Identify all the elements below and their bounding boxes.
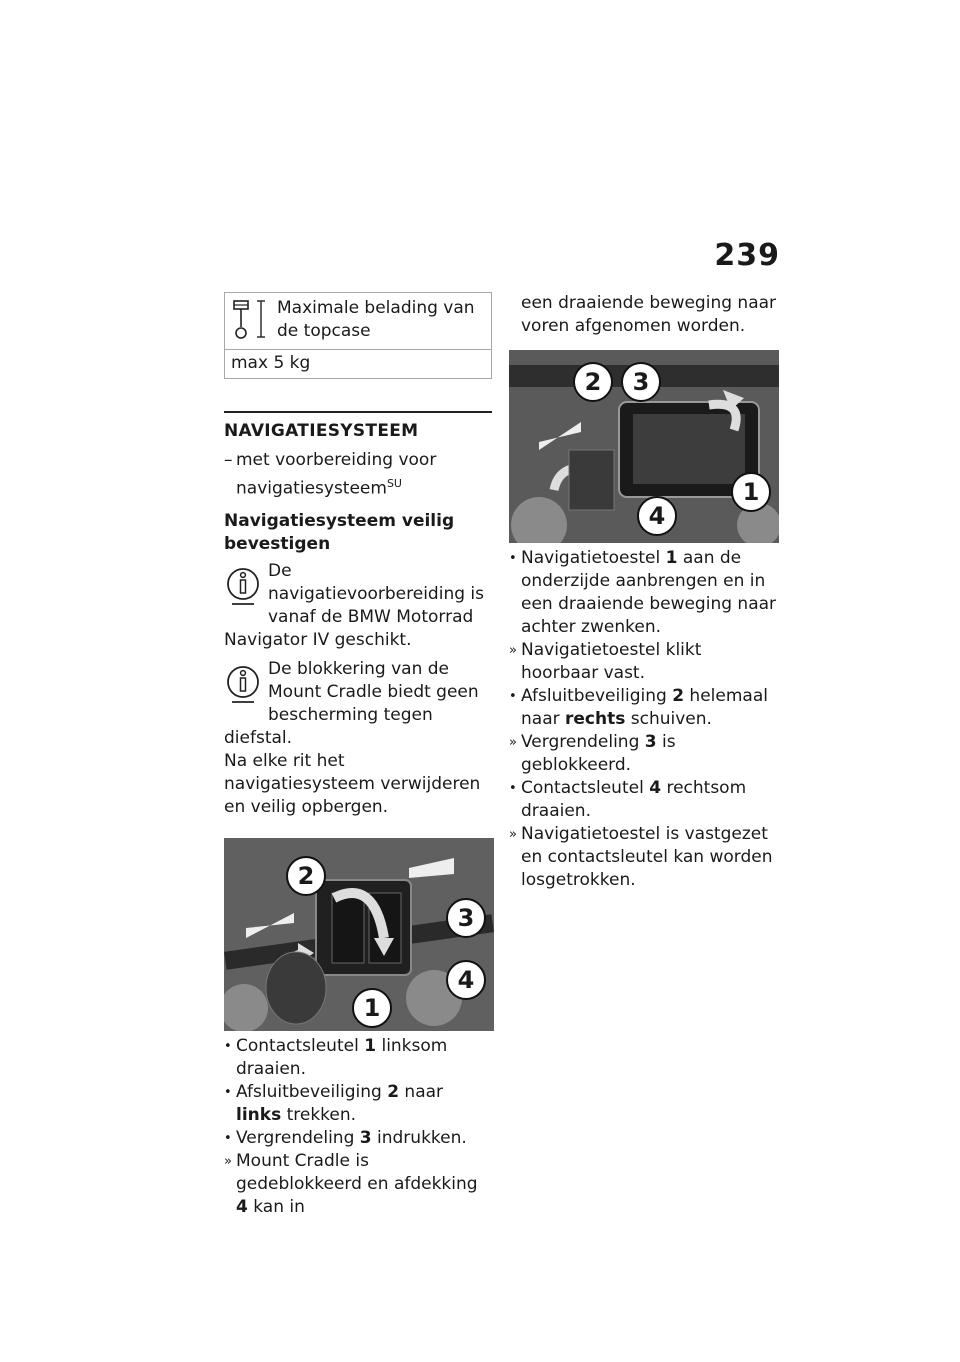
callout-2: 2 [286, 856, 326, 896]
step-num: 1 [364, 1036, 377, 1057]
result-item [509, 639, 781, 685]
load-table [224, 292, 492, 379]
result-marker: » [509, 735, 517, 750]
step-num: 2 [672, 686, 685, 706]
bullet-marker: • [224, 1085, 232, 1101]
step-item [509, 777, 781, 823]
bullet-marker: • [224, 1039, 232, 1055]
step-num: 4 [236, 1197, 248, 1218]
callout-2: 2 [573, 362, 613, 402]
step-num: 2 [387, 1082, 400, 1103]
steps-right [509, 547, 781, 892]
result-item [509, 823, 781, 892]
load-table-header [225, 293, 491, 350]
step-item [509, 547, 781, 639]
continuation-text: een draaiende beweging naar voren afgenomen worden. [521, 293, 777, 336]
weight-icon [231, 297, 271, 343]
instruction-paragraph: Na elke rit het navigatiesysteem verwijderen en veilig opbergen. [224, 751, 481, 818]
step-num: 3 [644, 732, 657, 752]
step-pre: Afsluitbeveiliging [236, 1082, 388, 1103]
step-post: aan de onderzijde aanbrengen en in een draaiende beweging naar achter zwenken. [521, 548, 777, 637]
step-pre: Vergrendeling [236, 1128, 360, 1149]
callout-1: 1 [352, 988, 392, 1028]
figure-mount-device [509, 350, 779, 543]
step-post: linksom draaien. [236, 1036, 448, 1080]
step-item [224, 1035, 492, 1081]
bullet-marker: • [509, 689, 517, 704]
step-pre: Afsluitbeveiliging [521, 686, 673, 706]
info-icon [224, 660, 262, 706]
step-pre: Contactsleutel [236, 1036, 365, 1057]
callout-3: 3 [446, 898, 486, 938]
step-pre: Navigatietoestel is vastgezet en contactsleutel kan worden losgetrokken. [521, 824, 773, 890]
callout-3: 3 [621, 362, 661, 402]
result-marker: » [509, 643, 517, 658]
note2-text: De blokkering van de Mount Cradle biedt geen bescherming tegen diefstal. [224, 659, 479, 749]
left-column [224, 292, 492, 1219]
step-pre: Contactsleutel [521, 778, 650, 798]
step-item [224, 1081, 492, 1127]
step-bold: links [236, 1105, 282, 1126]
step-num: 3 [359, 1128, 372, 1149]
result-item [509, 731, 781, 777]
step-pre: Navigatietoestel klikt hoorbaar vast. [521, 640, 702, 683]
step-pre: Navigatietoestel [521, 548, 666, 568]
step-pre: Vergrendeling [521, 732, 645, 752]
step-post: is geblokkeerd. [521, 732, 676, 775]
step-mid: naar [399, 1082, 444, 1103]
step-post: trekken. [281, 1105, 357, 1126]
bullet-marker: • [509, 551, 517, 566]
step-bold: rechts [565, 709, 626, 729]
step-item [509, 685, 781, 731]
step-post: indrukken. [371, 1128, 467, 1149]
callout-1: 1 [731, 472, 771, 512]
bullet-marker: • [509, 781, 517, 796]
figure-remove-device [224, 838, 494, 1031]
option-text: met voorbereiding voor navigatiesysteem [236, 449, 437, 499]
step-pre: Mount Cradle is gedeblokkeerd en afdekking [236, 1151, 478, 1195]
subheading: Navigatiesysteem veilig bevestigen [224, 511, 455, 555]
step-mid: helemaal naar [521, 686, 768, 729]
callout-4: 4 [446, 960, 486, 1000]
page-number: 239 [714, 238, 780, 273]
info-icon [224, 562, 262, 608]
step-post: schuiven. [625, 709, 712, 729]
option-code: SU [386, 476, 402, 490]
step-item [224, 1127, 492, 1150]
right-column [509, 292, 781, 892]
result-item [224, 1150, 492, 1219]
section-heading: NAVIGATIESYSTEEM [224, 420, 419, 441]
note1-text: De navigatievoorbereiding is vanaf de BMW Motorrad Navigator IV geschikt. [224, 561, 484, 651]
step-post: kan in [247, 1197, 305, 1218]
steps-left [224, 1035, 492, 1219]
load-table-title: Maximale belading van de topcase [277, 298, 475, 341]
step-num: 4 [649, 778, 662, 798]
load-table-value: max 5 kg [231, 353, 311, 373]
section-rule [224, 411, 492, 413]
dash-marker: – [224, 449, 233, 470]
result-marker: » [509, 827, 517, 842]
callout-4: 4 [637, 496, 677, 536]
result-marker: » [224, 1154, 232, 1170]
note-compatibility [224, 560, 492, 652]
bullet-marker: • [224, 1131, 232, 1147]
option-item [224, 449, 492, 501]
note-theft [224, 658, 492, 750]
step-post: rechtsom draaien. [521, 778, 747, 821]
step-num: 1 [665, 548, 678, 568]
